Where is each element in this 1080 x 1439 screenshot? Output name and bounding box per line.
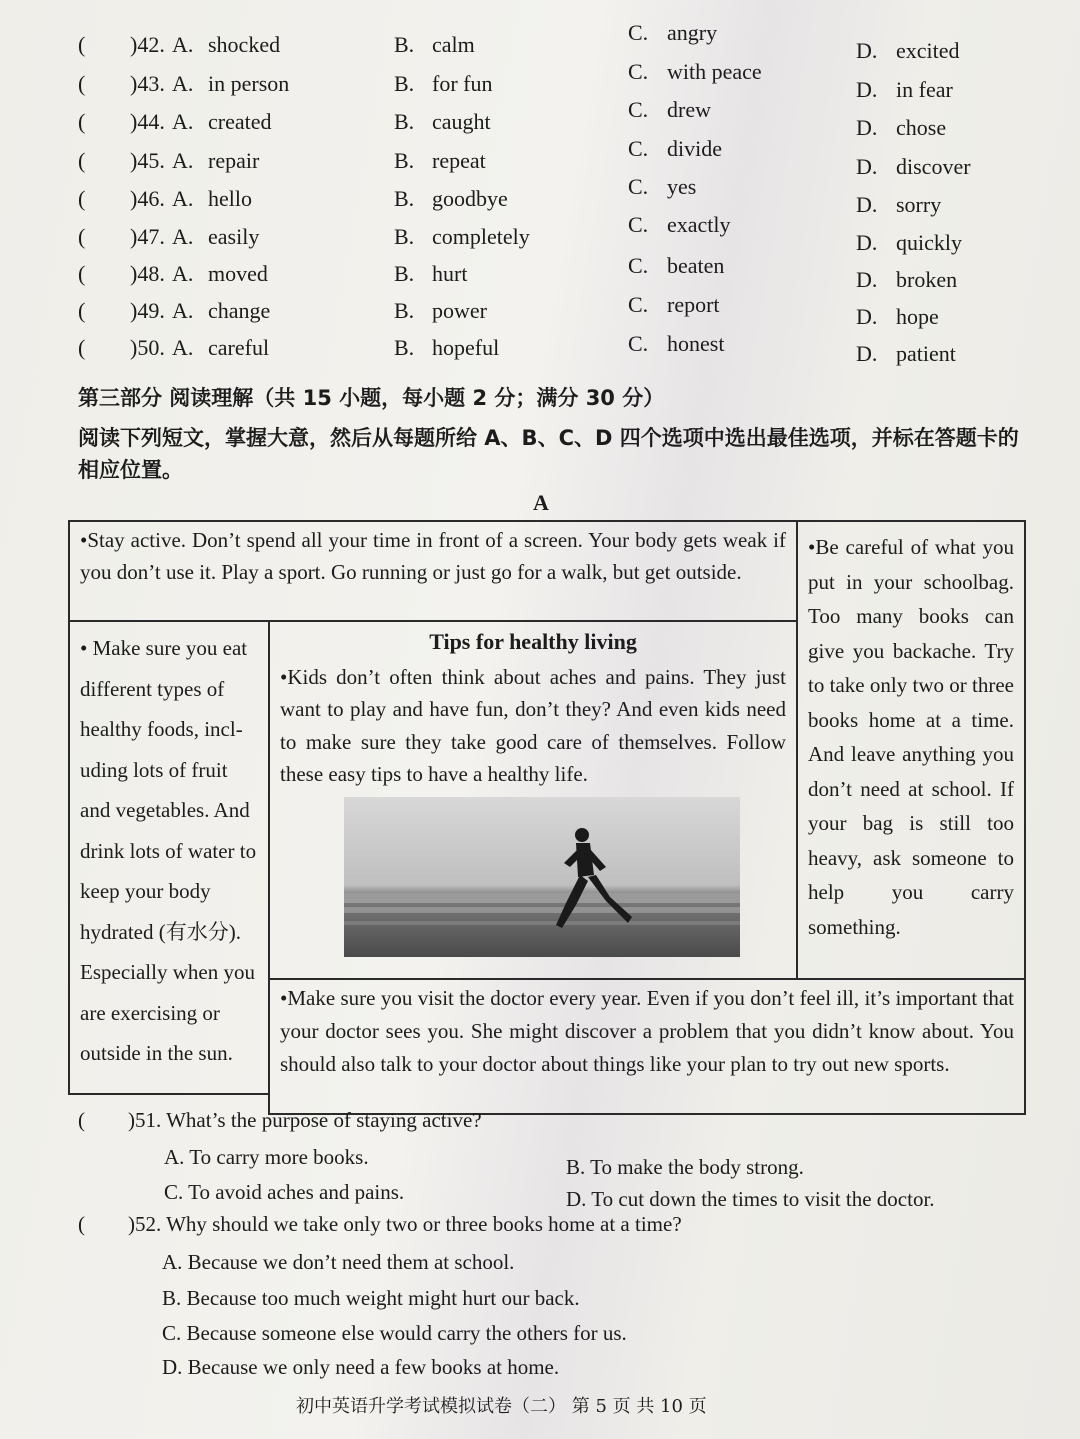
option-b: power <box>432 298 487 323</box>
option-c-label: C. <box>628 20 649 45</box>
choice-51-d: D. To cut down the times to visit the doctor. <box>566 1187 935 1211</box>
option-d-label: D. <box>856 38 878 63</box>
option-b-label: B. <box>394 109 415 134</box>
tips-center-panel <box>268 620 798 980</box>
option-d: chose <box>896 115 947 140</box>
page-footer: 初中英语升学考试模拟试卷（二） 第 5 页 共 10 页 <box>296 1396 707 1417</box>
option-a: easily <box>208 224 260 249</box>
option-b: for fun <box>432 71 493 96</box>
option-c: divide <box>667 136 722 161</box>
option-a: moved <box>208 261 268 286</box>
option-a-label: A. <box>172 109 194 134</box>
option-d-label: D. <box>856 154 878 179</box>
option-c-label: C. <box>628 212 649 237</box>
option-b-label: B. <box>394 148 415 173</box>
option-a: careful <box>208 335 270 360</box>
option-a: in person <box>208 71 290 96</box>
option-c: drew <box>667 97 711 122</box>
option-a-label: A. <box>172 32 194 57</box>
question-number: )42. <box>130 32 165 57</box>
option-d: hope <box>896 304 939 329</box>
passage-label: A <box>533 490 549 515</box>
option-row <box>0 20 1080 68</box>
tips-intro-text: •Kids don’t often think about aches and pains. They just want to play and have fun, don’t they? And even kids need to make sure they take good care of themselves. Follow these easy tips to have a healthy life. <box>280 664 786 786</box>
option-a: created <box>208 109 272 134</box>
option-a-label: A. <box>172 261 194 286</box>
option-b-label: B. <box>394 261 415 286</box>
answer-paren: ( <box>78 148 86 173</box>
option-b: hopeful <box>432 335 500 360</box>
answer-paren: ( <box>78 261 86 286</box>
question-number: )44. <box>130 109 165 134</box>
answer-paren: ( <box>78 335 86 360</box>
answer-paren: ( <box>78 298 86 323</box>
section-title: 第三部分 阅读理解（共 15 小题，每小题 2 分；满分 30 分） <box>78 386 665 410</box>
question-number: )50. <box>130 335 165 360</box>
option-row <box>0 292 1080 334</box>
option-c: beaten <box>667 253 725 278</box>
choice-51-c: C. To avoid aches and pains. <box>164 1180 405 1204</box>
option-a-label: A. <box>172 148 194 173</box>
option-b: repeat <box>432 148 486 173</box>
option-a: hello <box>208 186 252 211</box>
option-d: broken <box>896 267 958 292</box>
option-a-label: A. <box>172 71 194 96</box>
option-row <box>0 174 1080 222</box>
choice-51-a: A. To carry more books. <box>164 1145 369 1169</box>
option-b-label: B. <box>394 224 415 249</box>
question-number: )43. <box>130 71 165 96</box>
option-b-label: B. <box>394 32 415 57</box>
option-b-label: B. <box>394 335 415 360</box>
tip-schoolbag: •Be careful of what you put in your schoolbag. Too many books can give you backache. Try to take only two or three books home at a time. And leave anything you don’t need at school. If your bag is still too heavy, ask someone to help you carry something. <box>796 520 1026 980</box>
tip-healthy-food: • Make sure you eat different types of healthy foods, incl-uding lots of fruit and vegetables. And drink lots of water to keep your body hydrated (有水分). Especially when you are exercising or outside in the sun. <box>68 620 270 1095</box>
answer-paren: ( <box>78 1212 85 1236</box>
option-d-label: D. <box>856 304 878 329</box>
option-b: caught <box>432 109 491 134</box>
option-c-label: C. <box>628 59 649 84</box>
answer-paren: ( <box>78 1108 85 1132</box>
option-a: change <box>208 298 271 323</box>
option-b-label: B. <box>394 186 415 211</box>
option-d: discover <box>896 154 971 179</box>
option-d-label: D. <box>856 192 878 217</box>
choice-52-c: C. Because someone else would carry the others for us. <box>162 1321 627 1345</box>
choice-51-b: B. To make the body strong. <box>566 1155 804 1179</box>
option-d: in fear <box>896 77 953 102</box>
option-c: exactly <box>667 212 731 237</box>
tip-stay-active: •Stay active. Don’t spend all your time in front of a screen. Your body gets weak if you don’t use it. Play a sport. Go running or just go for a walk, but get outside. <box>68 520 798 622</box>
option-b: hurt <box>432 261 468 286</box>
option-c-label: C. <box>628 97 649 122</box>
choice-52-d: D. Because we only need a few books at home. <box>162 1355 560 1379</box>
answer-paren: ( <box>78 32 86 57</box>
option-c: yes <box>667 174 697 199</box>
option-a: shocked <box>208 32 281 57</box>
option-c-label: C. <box>628 292 649 317</box>
option-c-label: C. <box>628 331 649 356</box>
option-d-label: D. <box>856 341 878 366</box>
tip-visit-doctor: •Make sure you visit the doctor every year. Even if you don’t feel ill, it’s important that your doctor sees you. She might discover a problem that you didn’t know about. You should also talk to your doctor about things like your plan to try out new sports. <box>268 978 1026 1115</box>
option-d: excited <box>896 38 960 63</box>
option-a-label: A. <box>172 224 194 249</box>
question-number: )46. <box>130 186 165 211</box>
question-stem: )51. What’s the purpose of staying active? <box>128 1108 482 1132</box>
option-row <box>0 212 1080 260</box>
question-number: )47. <box>130 224 165 249</box>
option-d-label: D. <box>856 115 878 140</box>
option-row <box>0 136 1080 184</box>
option-b-label: B. <box>394 298 415 323</box>
answer-paren: ( <box>78 109 86 134</box>
option-a-label: A. <box>172 186 194 211</box>
option-b: completely <box>432 224 530 249</box>
option-row <box>0 331 1080 371</box>
option-c: angry <box>667 20 718 45</box>
option-row <box>0 59 1080 107</box>
question-number: )49. <box>130 298 165 323</box>
option-b-label: B. <box>394 71 415 96</box>
option-d-label: D. <box>856 77 878 102</box>
question-number: )45. <box>130 148 165 173</box>
option-d: patient <box>896 341 956 366</box>
option-a-label: A. <box>172 298 194 323</box>
option-c-label: C. <box>628 253 649 278</box>
tips-title: Tips for healthy living <box>429 629 637 654</box>
question-stem: )52. Why should we take only two or three books home at a time? <box>128 1212 682 1236</box>
option-a: repair <box>208 148 260 173</box>
option-d: sorry <box>896 192 942 217</box>
option-c-label: C. <box>628 174 649 199</box>
option-c-label: C. <box>628 136 649 161</box>
option-b: goodbye <box>432 186 508 211</box>
option-d: quickly <box>896 230 962 255</box>
option-a-label: A. <box>172 335 194 360</box>
option-d-label: D. <box>856 230 878 255</box>
runner-photo <box>344 797 740 957</box>
option-c: with peace <box>667 59 762 84</box>
section-instructions: 阅读下列短文，掌握大意，然后从每题所给 A、B、C、D 四个选项中选出最佳选项，并标在答题卡的相应位置。 <box>78 426 1019 482</box>
answer-paren: ( <box>78 224 86 249</box>
option-c: report <box>667 292 720 317</box>
answer-paren: ( <box>78 71 86 96</box>
option-row <box>0 97 1080 145</box>
option-c: honest <box>667 331 725 356</box>
option-d-label: D. <box>856 267 878 292</box>
option-b: calm <box>432 32 475 57</box>
question-number: )48. <box>130 261 165 286</box>
option-row <box>0 253 1080 297</box>
choice-52-b: B. Because too much weight might hurt our back. <box>162 1286 580 1310</box>
answer-paren: ( <box>78 186 86 211</box>
choice-52-a: A. Because we don’t need them at school. <box>162 1250 515 1274</box>
